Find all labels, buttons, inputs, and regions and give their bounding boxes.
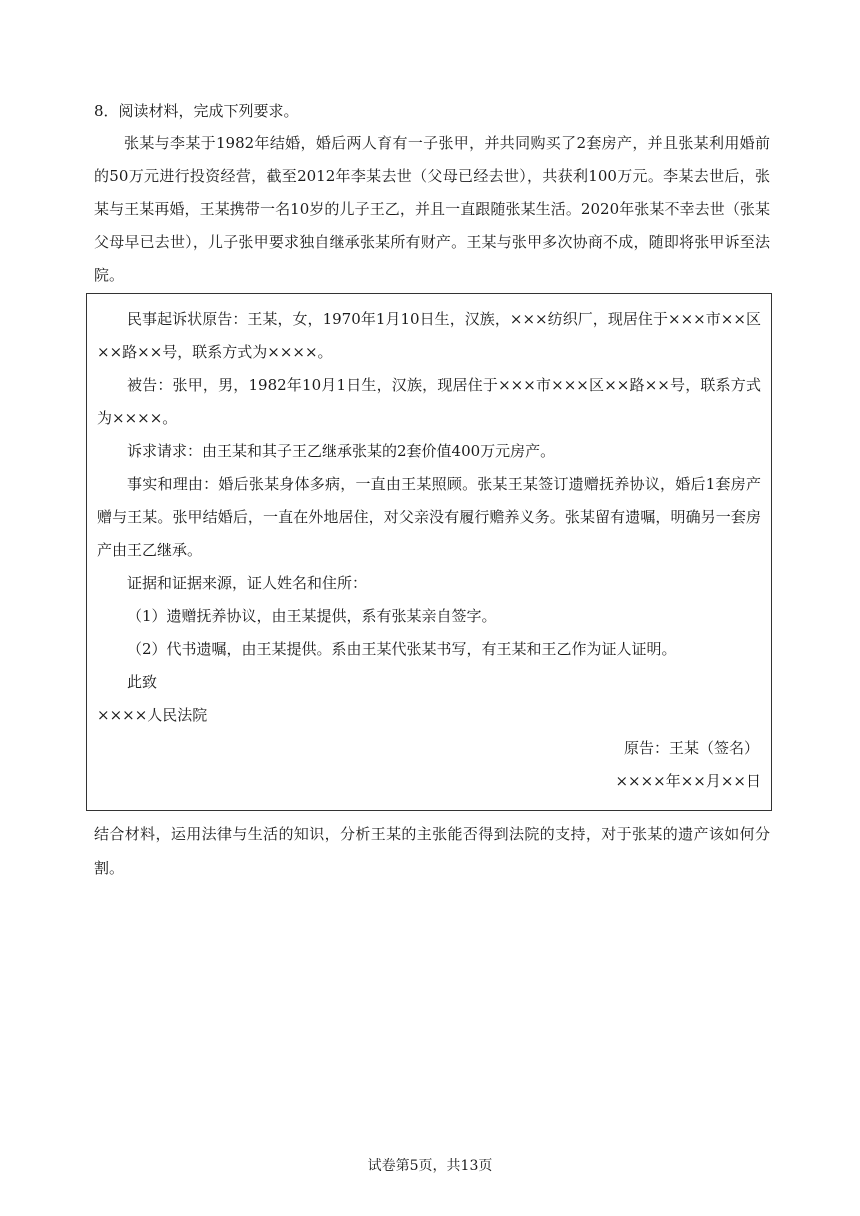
complaint-closing: 此致 bbox=[127, 673, 158, 691]
question-prompt: 结合材料，运用法律与生活的知识，分析王某的主张能否得到法院的支持，对于张某的遗产该如何分割。 bbox=[94, 825, 770, 877]
complaint-date: ××××年××月××日 bbox=[615, 772, 761, 790]
question-title: 8．阅读材料，完成下列要求。 bbox=[94, 102, 299, 120]
material-paragraph: 张某与李某于1982年结婚，婚后两人育有一子张甲，并共同购买了2套房产，并且张某利用婚前的50万元进行投资经营，截至2012年李某去世（父母已经去世），共获利100万元。李某去世后，张某与王某再婚，王某携带一名10岁的儿子王乙，并且一直跟随张某生活。2020年张某不幸去世（张某父母早已去世），儿子张甲要求独自继承张某所有财产。王某与张甲多次协商不成，随即将张甲诉至法院。 bbox=[94, 134, 770, 284]
page-footer: 试卷第5页，共13页 bbox=[367, 1158, 493, 1174]
complaint-signature: 原告：王某（签名） bbox=[623, 739, 759, 757]
complaint-court: ××××人民法院 bbox=[97, 706, 208, 724]
complaint-plaintiff: 民事起诉状原告：王某，女，1970年1月10日生，汉族，×××纺织厂，现居住于×××市××区××路××号，联系方式为××××。 bbox=[97, 310, 761, 361]
complaint-evidence-heading: 证据和证据来源，证人姓名和住所： bbox=[127, 574, 368, 592]
complaint-claims: 诉求请求：由王某和其子王乙继承张某的2套价值400万元房产。 bbox=[127, 442, 556, 460]
complaint-defendant: 被告：张甲，男，1982年10月1日生，汉族，现居住于×××市×××区××路××号，联系方式为××××。 bbox=[97, 376, 761, 427]
complaint-document bbox=[86, 293, 772, 811]
complaint-facts: 事实和理由：婚后张某身体多病，一直由王某照顾。张某王某签订遗赠抚养协议，婚后1套房产赠与王某。张甲结婚后，一直在外地居住，对父亲没有履行赡养义务。张某留有遗嘱，明确另一套房产由王乙继承。 bbox=[97, 475, 761, 559]
complaint-evidence-item-1: （1）遗赠抚养协议，由王某提供，系有张某亲自签字。 bbox=[127, 607, 497, 625]
complaint-evidence-item-2: （2）代书遗嘱，由王某提供。系由王某代张某书写，有王某和王乙作为证人证明。 bbox=[127, 640, 677, 658]
